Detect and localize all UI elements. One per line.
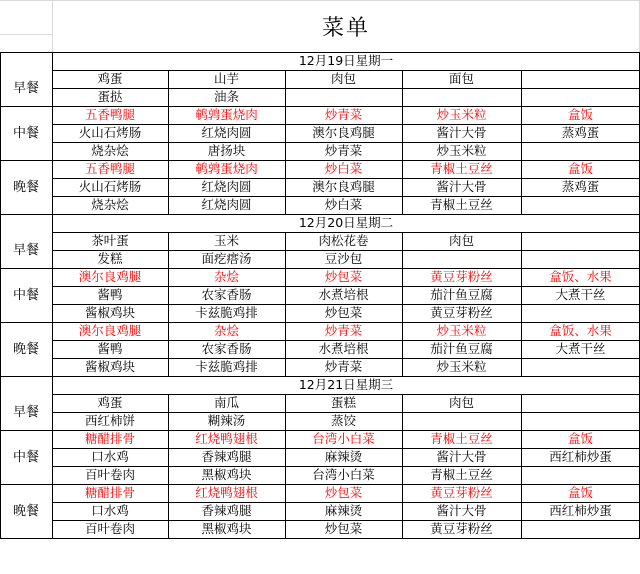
menu-item-col-2: 鹌鹑蛋烧肉 — [195, 106, 258, 122]
grid-line — [168, 70, 169, 106]
grid-line — [168, 322, 169, 376]
menu-item-col-3: 炒白菜 — [324, 160, 363, 176]
menu-item-col-3: 麻辣烫 — [324, 502, 363, 518]
meal-label-lunch: 中餐 — [12, 449, 39, 465]
menu-item-col-4: 黄豆芽粉丝 — [430, 268, 493, 284]
menu-item-col-2: 红烧肉圆 — [201, 196, 252, 212]
menu-item-col-2: 杂烩 — [213, 268, 239, 284]
menu-item-col-4: 面包 — [448, 70, 474, 86]
menu-item-col-3: 炒青菜 — [324, 106, 363, 122]
grid-line — [52, 232, 53, 268]
menu-item-col-2: 红烧肉圆 — [201, 178, 252, 194]
menu-item-col-3: 水煮培根 — [318, 286, 369, 302]
grid-line — [0, 106, 1, 160]
menu-item-col-1: 百叶卷肉 — [84, 520, 135, 536]
menu-item-col-2: 黑椒鸡块 — [201, 520, 252, 536]
menu-item-col-3: 肉松花卷 — [318, 232, 369, 248]
menu-item-col-4: 炒玉米粒 — [436, 106, 487, 122]
grid-line — [285, 70, 286, 106]
menu-item-col-4: 黄豆芽粉丝 — [430, 304, 493, 320]
grid-line — [52, 106, 53, 160]
grid-line — [402, 394, 403, 430]
menu-item-col-4: 青椒土豆丝 — [430, 430, 493, 446]
menu-item-col-3: 炒青菜 — [324, 322, 363, 338]
menu-item-col-5: 盒饭 — [567, 430, 593, 446]
menu-item-col-5 — [521, 520, 640, 538]
menu-item-col-3: 炒青菜 — [324, 142, 363, 158]
grid-line — [52, 394, 53, 430]
grid-line — [521, 232, 522, 268]
menu-item-col-4: 炒玉米粒 — [436, 322, 487, 338]
menu-item-col-2: 红烧肉圆 — [201, 124, 252, 140]
grid-line — [52, 484, 53, 538]
menu-item-col-5 — [521, 142, 640, 160]
menu-item-col-1: 澳尔良鸡腿 — [78, 322, 142, 338]
menu-item-col-5: 蒸鸡蛋 — [561, 178, 600, 194]
meal-label-breakfast: 早餐 — [12, 404, 39, 420]
menu-item-col-2: 香辣鸡腿 — [201, 448, 252, 464]
menu-item-col-1: 五香鸭腿 — [84, 106, 135, 122]
grid-line — [402, 160, 403, 214]
grid-line — [0, 52, 1, 70]
menu-item-col-3: 蒸饺 — [330, 412, 356, 428]
meal-label-dinner: 晚餐 — [12, 341, 39, 357]
grid-line — [402, 322, 403, 376]
grid-line — [0, 70, 1, 106]
grid-line — [0, 376, 1, 394]
menu-item-col-4 — [402, 412, 521, 430]
menu-item-col-2: 面疙瘩汤 — [201, 250, 252, 266]
grid-line — [0, 232, 1, 268]
menu-item-col-4: 茄汁鱼豆腐 — [430, 340, 493, 356]
date-header: 12月19日星期一 — [298, 52, 394, 68]
menu-item-col-4: 酱汁大骨 — [436, 124, 487, 140]
grid-line — [0, 268, 1, 322]
menu-item-col-5 — [521, 304, 640, 322]
menu-item-col-3: 蛋糕 — [330, 394, 356, 410]
menu-item-col-2: 南瓜 — [213, 394, 239, 410]
grid-line — [0, 484, 1, 538]
menu-item-col-2: 山芋 — [213, 70, 239, 86]
grid-line — [521, 70, 522, 106]
menu-item-col-5: 西红柿炒蛋 — [549, 502, 612, 518]
menu-item-col-1: 酱椒鸡块 — [84, 358, 135, 374]
date-header: 12月21日星期三 — [298, 376, 394, 392]
menu-item-col-3: 炒白菜 — [324, 196, 363, 212]
menu-item-col-2: 糊辣汤 — [207, 412, 246, 428]
menu-item-col-5: 盒饭 — [567, 106, 593, 122]
grid-line — [168, 232, 169, 268]
menu-item-col-4: 酱汁大骨 — [436, 448, 487, 464]
menu-item-col-1: 西红柿饼 — [84, 412, 135, 428]
menu-item-col-1: 鸡蛋 — [97, 394, 123, 410]
menu-item-col-4: 炒玉米粒 — [436, 358, 487, 374]
menu-item-col-3: 水煮培根 — [318, 340, 369, 356]
grid-line — [168, 160, 169, 214]
menu-item-col-4 — [402, 250, 521, 268]
grid-line — [285, 430, 286, 484]
grid-line — [0, 322, 1, 376]
menu-item-col-2: 卡兹脆鸡排 — [195, 358, 258, 374]
meal-label-lunch: 中餐 — [12, 125, 39, 141]
menu-item-col-3: 炒包菜 — [324, 484, 363, 500]
menu-item-col-1: 酱鸭 — [97, 286, 123, 302]
menu-item-col-4: 肉包 — [448, 232, 474, 248]
menu-item-col-4: 肉包 — [448, 394, 474, 410]
grid-line — [521, 268, 522, 322]
grid-line — [402, 268, 403, 322]
menu-item-col-2: 杂烩 — [213, 322, 239, 338]
menu-item-col-2: 农家香肠 — [201, 286, 252, 302]
grid-line — [52, 322, 53, 376]
grid-line — [0, 34, 52, 35]
grid-line — [402, 430, 403, 484]
menu-item-col-4: 青椒土豆丝 — [430, 160, 493, 176]
menu-item-col-1: 口水鸡 — [91, 448, 129, 464]
grid-line — [0, 538, 640, 539]
meal-label-breakfast: 早餐 — [12, 80, 39, 96]
menu-item-col-4: 黄豆芽粉丝 — [430, 520, 493, 536]
menu-item-col-5 — [521, 412, 640, 430]
menu-item-col-4: 茄汁鱼豆腐 — [430, 286, 493, 302]
menu-item-col-5 — [521, 394, 640, 412]
menu-item-col-1: 五香鸭腿 — [84, 160, 135, 176]
menu-item-col-5: 大煮干丝 — [555, 340, 606, 356]
menu-item-col-2: 油条 — [213, 88, 239, 104]
menu-item-col-3 — [285, 88, 402, 106]
grid-line — [285, 106, 286, 160]
grid-line — [0, 394, 1, 430]
menu-item-col-4 — [402, 88, 521, 106]
grid-line — [52, 376, 53, 394]
menu-item-col-1: 蛋挞 — [97, 88, 123, 104]
menu-item-col-2: 唐扬块 — [207, 142, 246, 158]
grid-line — [52, 268, 53, 322]
grid-line — [285, 322, 286, 376]
menu-item-col-1: 糖醋排骨 — [84, 430, 135, 446]
grid-line — [0, 0, 640, 1]
menu-item-col-5: 大煮干丝 — [555, 286, 606, 302]
meal-label-dinner: 晚餐 — [12, 503, 39, 519]
menu-item-col-1: 糖醋排骨 — [84, 484, 135, 500]
grid-line — [52, 214, 53, 232]
menu-item-col-2: 红烧鸭翅根 — [195, 484, 258, 500]
menu-item-col-2: 农家香肠 — [201, 340, 252, 356]
menu-item-col-5 — [521, 70, 640, 88]
menu-item-col-5: 盒饭、水果 — [549, 268, 612, 284]
menu-item-col-1: 酱椒鸡块 — [84, 304, 135, 320]
menu-item-col-1: 烧杂烩 — [91, 142, 129, 158]
menu-item-col-3: 炒包菜 — [324, 304, 363, 320]
grid-line — [402, 484, 403, 538]
grid-line — [168, 484, 169, 538]
menu-item-col-2: 卡兹脆鸡排 — [195, 304, 258, 320]
grid-line — [402, 70, 403, 106]
menu-item-col-2: 黑椒鸡块 — [201, 466, 252, 482]
grid-line — [52, 52, 53, 70]
menu-item-col-1: 茶叶蛋 — [91, 232, 129, 248]
menu-item-col-4: 黄豆芽粉丝 — [430, 484, 493, 500]
grid-line — [0, 430, 1, 484]
menu-item-col-3: 澳尔良鸡腿 — [312, 124, 375, 140]
grid-line — [285, 268, 286, 322]
menu-item-col-1: 发糕 — [97, 250, 123, 266]
grid-line — [168, 106, 169, 160]
grid-line — [285, 160, 286, 214]
menu-item-col-2: 玉米 — [213, 232, 239, 248]
menu-item-col-5 — [521, 196, 640, 214]
menu-item-col-2: 红烧鸭翅根 — [195, 430, 258, 446]
grid-line — [521, 484, 522, 538]
menu-item-col-5 — [521, 466, 640, 484]
menu-item-col-1: 澳尔良鸡腿 — [78, 268, 142, 284]
menu-item-col-4: 青椒土豆丝 — [430, 466, 493, 482]
grid-line — [521, 430, 522, 484]
menu-item-col-3: 台湾小白菜 — [312, 466, 375, 482]
grid-line — [285, 394, 286, 430]
menu-item-col-3: 炒包菜 — [324, 520, 363, 536]
menu-item-col-2: 鹌鹑蛋烧肉 — [195, 160, 258, 176]
menu-item-col-5: 蒸鸡蛋 — [561, 124, 600, 140]
menu-item-col-3: 炒青菜 — [324, 358, 363, 374]
menu-item-col-5 — [521, 88, 640, 106]
grid-line — [0, 160, 1, 214]
grid-line — [402, 232, 403, 268]
grid-line — [52, 160, 53, 214]
menu-item-col-1: 百叶卷肉 — [84, 466, 135, 482]
date-header: 12月20日星期二 — [298, 214, 394, 230]
menu-item-col-3: 麻辣烫 — [324, 448, 363, 464]
menu-item-col-1: 烧杂烩 — [91, 196, 129, 212]
grid-line — [52, 0, 53, 52]
menu-item-col-4: 炒玉米粒 — [436, 142, 487, 158]
grid-line — [52, 70, 53, 106]
grid-line — [402, 106, 403, 160]
menu-item-col-5: 盒饭 — [567, 484, 593, 500]
menu-item-col-3: 炒包菜 — [324, 268, 363, 284]
menu-item-col-1: 酱鸭 — [97, 340, 123, 356]
meal-label-dinner: 晚餐 — [12, 179, 39, 195]
menu-item-col-3: 肉包 — [330, 70, 356, 86]
grid-line — [52, 430, 53, 484]
menu-item-col-1: 火山石烤肠 — [78, 178, 142, 194]
menu-item-col-1: 鸡蛋 — [97, 70, 123, 86]
grid-line — [168, 430, 169, 484]
menu-item-col-3: 台湾小白菜 — [312, 430, 375, 446]
grid-line — [0, 214, 1, 232]
meal-label-breakfast: 早餐 — [12, 242, 39, 258]
grid-line — [521, 160, 522, 214]
menu-item-col-5: 盒饭 — [567, 160, 593, 176]
menu-item-col-5 — [521, 232, 640, 250]
menu-item-col-5 — [521, 250, 640, 268]
menu-item-col-4: 酱汁大骨 — [436, 502, 487, 518]
page-title: 菜单 — [321, 15, 370, 41]
grid-line — [168, 268, 169, 322]
menu-item-col-5 — [521, 358, 640, 376]
menu-item-col-3: 豆沙包 — [324, 250, 363, 266]
menu-item-col-1: 火山石烤肠 — [78, 124, 142, 140]
menu-item-col-4: 酱汁大骨 — [436, 178, 487, 194]
menu-item-col-3: 澳尔良鸡腿 — [312, 178, 375, 194]
grid-line — [521, 394, 522, 430]
menu-item-col-4: 青椒土豆丝 — [430, 196, 493, 212]
grid-line — [521, 322, 522, 376]
meal-label-lunch: 中餐 — [12, 287, 39, 303]
grid-line — [168, 394, 169, 430]
grid-line — [285, 232, 286, 268]
menu-item-col-5: 西红柿炒蛋 — [549, 448, 612, 464]
grid-line — [521, 106, 522, 160]
menu-item-col-1: 口水鸡 — [91, 502, 129, 518]
grid-line — [285, 484, 286, 538]
menu-item-col-2: 香辣鸡腿 — [201, 502, 252, 518]
menu-item-col-5: 盒饭、水果 — [549, 322, 612, 338]
